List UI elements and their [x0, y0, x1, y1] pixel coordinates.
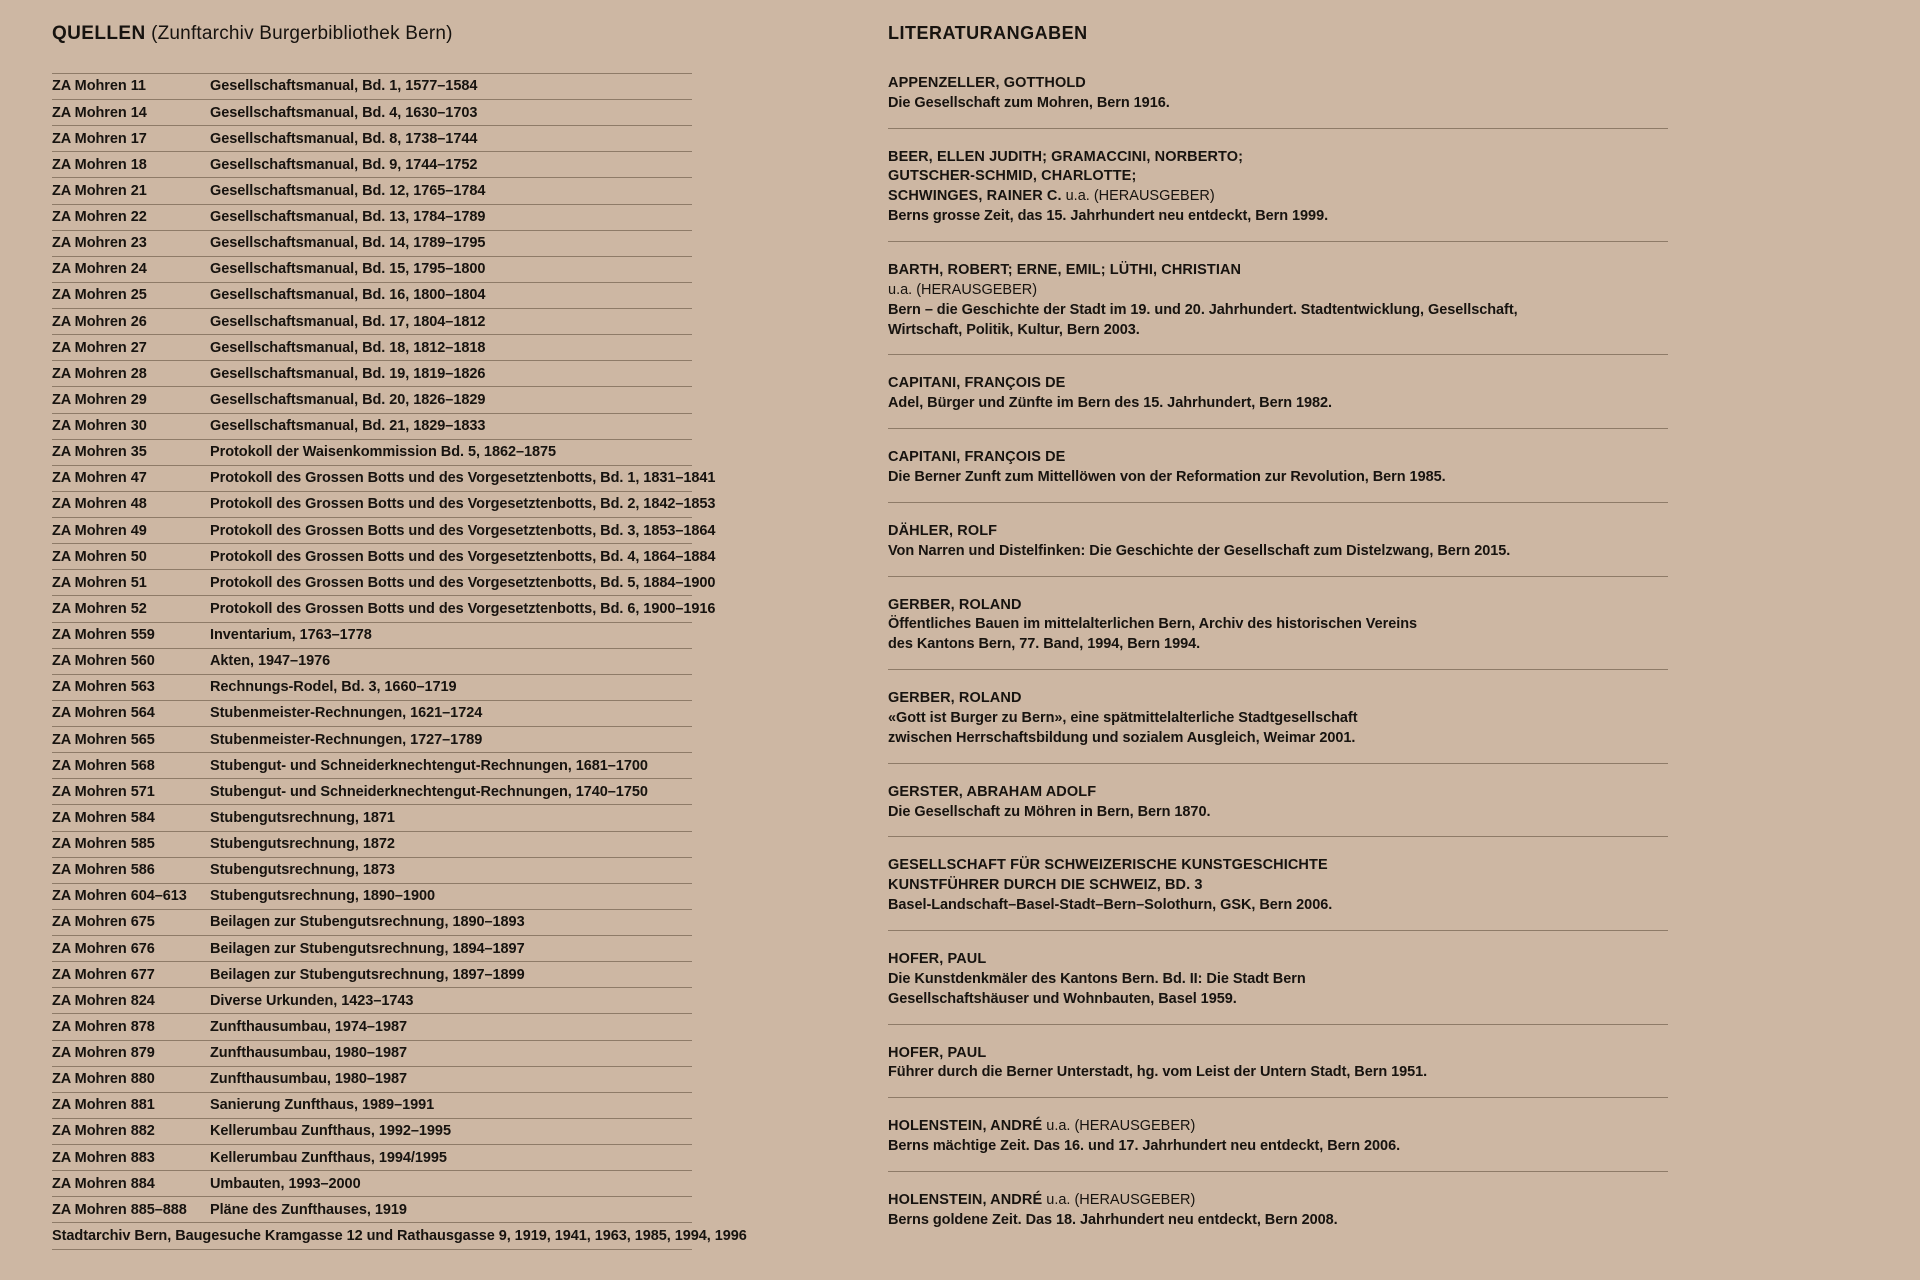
quellen-signature: ZA Mohren 883 — [52, 1145, 210, 1171]
author-name: HOLENSTEIN, ANDRÉ — [888, 1192, 1043, 1209]
table-row — [52, 1197, 692, 1223]
table-row — [52, 1171, 692, 1197]
quellen-signature: ZA Mohren 884 — [52, 1171, 210, 1197]
author-name: HOLENSTEIN, ANDRÉ — [888, 1118, 1043, 1135]
literature-title-line: Wirtschaft, Politik, Kultur, Bern 2003. — [888, 321, 1140, 338]
quellen-signature: ZA Mohren 22 — [52, 204, 210, 230]
quellen-signature: ZA Mohren 26 — [52, 309, 210, 335]
literatur-heading: LITERATURANGABEN — [888, 23, 1088, 43]
table-row — [52, 570, 692, 596]
table-row — [52, 1014, 692, 1040]
table-row — [52, 73, 692, 99]
literature-title-line: zwischen Herrschaftsbildung und sozialem Ausgleich, Weimar 2001. — [888, 729, 1356, 746]
quellen-signature: ZA Mohren 14 — [52, 100, 210, 126]
literature-author-line — [888, 374, 1668, 394]
quellen-signature: ZA Mohren 677 — [52, 962, 210, 988]
literature-entry — [888, 1117, 1668, 1172]
quellen-description: Gesellschaftsmanual, Bd. 18, 1812–1818 — [210, 335, 692, 361]
literature-author-line — [888, 856, 1668, 876]
quellen-heading-light: (Zunftarchiv Burgerbibliothek Bern) — [145, 23, 453, 44]
quellen-signature: ZA Mohren 24 — [52, 256, 210, 282]
quellen-signature: ZA Mohren 880 — [52, 1066, 210, 1092]
table-row — [52, 1066, 692, 1092]
quellen-description: Gesellschaftsmanual, Bd. 13, 1784–1789 — [210, 204, 692, 230]
quellen-signature: ZA Mohren 881 — [52, 1092, 210, 1118]
literature-entry — [888, 1191, 1668, 1245]
quellen-description: Stubengutsrechnung, 1890–1900 — [210, 883, 692, 909]
table-row — [52, 544, 692, 570]
literature-title-line: Gesellschaftshäuser und Wohnbauten, Basel 1959. — [888, 990, 1237, 1007]
quellen-column — [52, 23, 747, 1280]
quellen-description: Gesellschaftsmanual, Bd. 19, 1819–1826 — [210, 361, 692, 387]
quellen-description: Kellerumbau Zunfthaus, 1994/1995 — [210, 1145, 692, 1171]
author-name: CAPITANI, FRANÇOIS DE — [888, 375, 1066, 392]
table-row — [52, 700, 692, 726]
table-row — [52, 465, 692, 491]
table-row — [52, 779, 692, 805]
literature-title-line: Berns grosse Zeit, das 15. Jahrhundert neu entdeckt, Bern 1999. — [888, 208, 1329, 225]
quellen-signature: ZA Mohren 30 — [52, 413, 210, 439]
table-row — [52, 883, 692, 909]
table-row — [52, 936, 692, 962]
literature-author-line — [888, 950, 1668, 970]
literature-entry — [888, 74, 1668, 129]
quellen-signature: ZA Mohren 879 — [52, 1040, 210, 1066]
table-row — [52, 1223, 692, 1249]
author-name: GERBER, ROLAND — [888, 596, 1022, 613]
quellen-heading — [52, 24, 700, 45]
quellen-description: Protokoll der Waisenkommission Bd. 5, 1862–1875 — [210, 439, 692, 465]
literature-title-line: Die Gesellschaft zum Mohren, Bern 1916. — [888, 94, 1170, 111]
quellen-signature: ZA Mohren 564 — [52, 700, 210, 726]
literature-author-line — [888, 596, 1668, 616]
quellen-description: Rechnungs-Rodel, Bd. 3, 1660–1719 — [210, 674, 692, 700]
literature-author-line — [888, 448, 1668, 468]
quellen-signature: ZA Mohren 27 — [52, 335, 210, 361]
author-qualifier: u.a. (HERAUSGEBER) — [1042, 1118, 1196, 1135]
quellen-description: Umbauten, 1993–2000 — [210, 1171, 692, 1197]
table-row — [52, 648, 692, 674]
author-name: GERBER, ROLAND — [888, 690, 1022, 707]
literature-title-line: Von Narren und Distelfinken: Die Geschichte der Gesellschaft zum Distelzwang, Bern 2015. — [888, 542, 1511, 559]
literature-author-line — [888, 876, 1668, 896]
literature-author-line — [888, 148, 1668, 168]
table-row — [52, 962, 692, 988]
quellen-description: Protokoll des Grossen Botts und des Vorgesetztenbotts, Bd. 1, 1831–1841 — [210, 465, 692, 491]
table-row — [52, 831, 692, 857]
quellen-signature: ZA Mohren 49 — [52, 518, 210, 544]
quellen-signature: ZA Mohren 52 — [52, 596, 210, 622]
table-row — [52, 439, 692, 465]
quellen-description: Gesellschaftsmanual, Bd. 12, 1765–1784 — [210, 178, 692, 204]
table-row — [52, 753, 692, 779]
quellen-description: Inventarium, 1763–1778 — [210, 622, 692, 648]
table-row — [52, 413, 692, 439]
quellen-signature: ZA Mohren 560 — [52, 648, 210, 674]
table-row — [52, 1040, 692, 1066]
quellen-description: Stubengutsrechnung, 1873 — [210, 857, 692, 883]
table-row — [52, 909, 692, 935]
quellen-signature: ZA Mohren 568 — [52, 753, 210, 779]
author-name: KUNSTFÜHRER DURCH DIE SCHWEIZ, BD. 3 — [888, 877, 1203, 894]
literature-author-line — [888, 261, 1668, 281]
literature-author-line — [888, 783, 1668, 803]
quellen-description: Gesellschaftsmanual, Bd. 17, 1804–1812 — [210, 309, 692, 335]
literature-author-line — [888, 1044, 1668, 1064]
literature-title-line: Die Berner Zunft zum Mittellöwen von der Reformation zur Revolution, Bern 1985. — [888, 468, 1446, 485]
author-qualifier: u.a. (HERAUSGEBER) — [1061, 188, 1215, 205]
quellen-signature: ZA Mohren 18 — [52, 152, 210, 178]
table-row — [52, 309, 692, 335]
quellen-signature: ZA Mohren 11 — [52, 73, 210, 99]
table-row — [52, 230, 692, 256]
quellen-description: Gesellschaftsmanual, Bd. 15, 1795–1800 — [210, 256, 692, 282]
quellen-signature: ZA Mohren 824 — [52, 988, 210, 1014]
table-row — [52, 727, 692, 753]
quellen-description: Protokoll des Grossen Botts und des Vorgesetztenbotts, Bd. 5, 1884–1900 — [210, 570, 692, 596]
quellen-signature: ZA Mohren 676 — [52, 936, 210, 962]
author-qualifier: u.a. (HERAUSGEBER) — [1042, 1192, 1196, 1209]
quellen-description: Sanierung Zunfthaus, 1989–1991 — [210, 1092, 692, 1118]
author-name: SCHWINGES, RAINER C. — [888, 188, 1062, 205]
literature-author-line — [888, 522, 1668, 542]
literatur-column — [888, 24, 1668, 1280]
table-row — [52, 1145, 692, 1171]
table-row — [52, 674, 692, 700]
author-name: GERSTER, ABRAHAM ADOLF — [888, 783, 1097, 800]
author-name: CAPITANI, FRANÇOIS DE — [888, 449, 1066, 466]
literature-author-line — [888, 167, 1668, 187]
quellen-description: Diverse Urkunden, 1423–1743 — [210, 988, 692, 1014]
quellen-description: Stubenmeister-Rechnungen, 1727–1789 — [210, 727, 692, 753]
literature-author-line — [888, 689, 1668, 709]
table-row — [52, 622, 692, 648]
quellen-description: Pläne des Zunfthauses, 1919 — [210, 1197, 692, 1223]
table-row — [52, 596, 692, 622]
quellen-description: Gesellschaftsmanual, Bd. 9, 1744–1752 — [210, 152, 692, 178]
quellen-description: Gesellschaftsmanual, Bd. 14, 1789–1795 — [210, 230, 692, 256]
quellen-signature: ZA Mohren 25 — [52, 282, 210, 308]
literature-title-line: Die Kunstdenkmäler des Kantons Bern. Bd. II: Die Stadt Bern — [888, 970, 1306, 987]
literature-author-line — [888, 187, 1668, 207]
author-name: BEER, ELLEN JUDITH; GRAMACCINI, NORBERTO; — [888, 148, 1244, 165]
table-row — [52, 805, 692, 831]
quellen-description: Stubengutsrechnung, 1871 — [210, 805, 692, 831]
table-row — [52, 988, 692, 1014]
author-name: APPENZELLER, GOTTHOLD — [888, 74, 1086, 91]
table-row — [52, 282, 692, 308]
literature-entry — [888, 1044, 1668, 1099]
literature-title-line: Bern – die Geschichte der Stadt im 19. und 20. Jahrhundert. Stadtentwicklung, Gesellschaft, — [888, 301, 1518, 318]
quellen-signature: ZA Mohren 571 — [52, 779, 210, 805]
quellen-signature: ZA Mohren 675 — [52, 909, 210, 935]
table-row — [52, 387, 692, 413]
table-row — [52, 518, 692, 544]
table-row — [52, 857, 692, 883]
literature-title-line: «Gott ist Burger zu Bern», eine spätmittelalterliche Stadtgesellschaft — [888, 709, 1358, 726]
quellen-signature: ZA Mohren 21 — [52, 178, 210, 204]
quellen-signature: ZA Mohren 565 — [52, 727, 210, 753]
literature-title-line: des Kantons Bern, 77. Band, 1994, Bern 1994. — [888, 636, 1201, 653]
author-name: GUTSCHER-SCHMID, CHARLOTTE; — [888, 168, 1137, 185]
quellen-description: Gesellschaftsmanual, Bd. 4, 1630–1703 — [210, 100, 692, 126]
literature-author-line — [888, 1191, 1668, 1211]
literature-entry — [888, 689, 1668, 764]
literature-entry — [888, 522, 1668, 577]
quellen-signature: ZA Mohren 17 — [52, 126, 210, 152]
quellen-signature: ZA Mohren 885–888 — [52, 1197, 210, 1223]
literature-title-line: Basel-Landschaft–Basel-Stadt–Bern–Solothurn, GSK, Bern 2006. — [888, 897, 1333, 914]
quellen-description: Gesellschaftsmanual, Bd. 20, 1826–1829 — [210, 387, 692, 413]
table-row — [52, 335, 692, 361]
quellen-description: Protokoll des Grossen Botts und des Vorgesetztenbotts, Bd. 3, 1853–1864 — [210, 518, 692, 544]
literature-entry — [888, 148, 1668, 242]
quellen-description: Gesellschaftsmanual, Bd. 1, 1577–1584 — [210, 73, 692, 99]
quellen-description: Stubengut- und Schneiderknechtengut-Rechnungen, 1681–1700 — [210, 753, 692, 779]
quellen-signature: ZA Mohren 47 — [52, 465, 210, 491]
quellen-signature: ZA Mohren 28 — [52, 361, 210, 387]
literatur-list — [888, 74, 1668, 1245]
literature-title-line: Die Gesellschaft zu Möhren in Bern, Bern 1870. — [888, 803, 1211, 820]
quellen-signature: ZA Mohren 563 — [52, 674, 210, 700]
literature-title-line: Adel, Bürger und Zünfte im Bern des 15. Jahrhundert, Bern 1982. — [888, 395, 1333, 412]
author-name: HOFER, PAUL — [888, 1044, 987, 1061]
table-row — [52, 256, 692, 282]
literature-author-line — [888, 1117, 1668, 1137]
quellen-description: Gesellschaftsmanual, Bd. 21, 1829–1833 — [210, 413, 692, 439]
quellen-description: Zunfthausumbau, 1974–1987 — [210, 1014, 692, 1040]
quellen-description: Stubengutsrechnung, 1872 — [210, 831, 692, 857]
author-name: GESELLSCHAFT FÜR SCHWEIZERISCHE KUNSTGESCHICHTE — [888, 857, 1328, 874]
table-row — [52, 1118, 692, 1144]
quellen-footer-row: Stadtarchiv Bern, Baugesuche Kramgasse 12 und Rathausgasse 9, 1919, 1941, 1963, 1985, 1994, 1996 — [52, 1223, 692, 1249]
quellen-signature: ZA Mohren 559 — [52, 622, 210, 648]
quellen-signature: ZA Mohren 51 — [52, 570, 210, 596]
quellen-description: Gesellschaftsmanual, Bd. 16, 1800–1804 — [210, 282, 692, 308]
literature-entry — [888, 596, 1668, 671]
table-row — [52, 1092, 692, 1118]
table-row — [52, 126, 692, 152]
literature-title-line: Führer durch die Berner Unterstadt, hg. vom Leist der Untern Stadt, Bern 1951. — [888, 1064, 1428, 1081]
literature-author-line — [888, 281, 1668, 301]
literature-entry — [888, 856, 1668, 931]
quellen-description: Akten, 1947–1976 — [210, 648, 692, 674]
quellen-signature: ZA Mohren 48 — [52, 491, 210, 517]
quellen-description: Protokoll des Grossen Botts und des Vorgesetztenbotts, Bd. 4, 1864–1884 — [210, 544, 692, 570]
quellen-description: Protokoll des Grossen Botts und des Vorgesetztenbotts, Bd. 6, 1900–1916 — [210, 596, 692, 622]
quellen-description: Beilagen zur Stubengutsrechnung, 1890–1893 — [210, 909, 692, 935]
literature-title-line: Berns goldene Zeit. Das 18. Jahrhundert neu entdeckt, Bern 2008. — [888, 1211, 1338, 1228]
table-row — [52, 361, 692, 387]
literature-title-line: Berns mächtige Zeit. Das 16. und 17. Jahrhundert neu entdeckt, Bern 2006. — [888, 1138, 1401, 1155]
quellen-description: Stubengut- und Schneiderknechtengut-Rechnungen, 1740–1750 — [210, 779, 692, 805]
literature-author-line — [888, 74, 1668, 94]
quellen-signature: ZA Mohren 882 — [52, 1118, 210, 1144]
table-row — [52, 178, 692, 204]
quellen-description: Stubenmeister-Rechnungen, 1621–1724 — [210, 700, 692, 726]
quellen-description: Zunfthausumbau, 1980–1987 — [210, 1066, 692, 1092]
quellen-signature: ZA Mohren 586 — [52, 857, 210, 883]
table-row — [52, 100, 692, 126]
quellen-signature: ZA Mohren 23 — [52, 230, 210, 256]
author-qualifier: u.a. (HERAUSGEBER) — [888, 281, 1038, 298]
quellen-signature: ZA Mohren 584 — [52, 805, 210, 831]
author-name: HOFER, PAUL — [888, 951, 987, 967]
quellen-description: Zunfthausumbau, 1980–1987 — [210, 1040, 692, 1066]
literature-title-line: Öffentliches Bauen im mittelalterlichen Bern, Archiv des historischen Vereins — [888, 616, 1418, 633]
quellen-description: Beilagen zur Stubengutsrechnung, 1894–1897 — [210, 936, 692, 962]
quellen-signature: ZA Mohren 50 — [52, 544, 210, 570]
literature-entry — [888, 950, 1668, 1025]
author-name: BARTH, ROBERT; ERNE, EMIL; LÜTHI, CHRISTIAN — [888, 261, 1242, 278]
quellen-signature: ZA Mohren 35 — [52, 439, 210, 465]
quellen-signature: ZA Mohren 29 — [52, 387, 210, 413]
table-row — [52, 491, 692, 517]
table-row — [52, 204, 692, 230]
author-name: DÄHLER, ROLF — [888, 522, 998, 539]
quellen-description: Protokoll des Grossen Botts und des Vorgesetztenbotts, Bd. 2, 1842–1853 — [210, 491, 692, 517]
literature-entry — [888, 448, 1668, 503]
quellen-signature: ZA Mohren 878 — [52, 1014, 210, 1040]
quellen-description: Gesellschaftsmanual, Bd. 8, 1738–1744 — [210, 126, 692, 152]
literature-entry — [888, 783, 1668, 838]
quellen-table — [52, 73, 747, 1250]
quellen-description: Kellerumbau Zunfthaus, 1992–1995 — [210, 1118, 692, 1144]
quellen-signature: ZA Mohren 585 — [52, 831, 210, 857]
table-row — [52, 152, 692, 178]
quellen-signature: ZA Mohren 604–613 — [52, 883, 210, 909]
quellen-description: Beilagen zur Stubengutsrechnung, 1897–1899 — [210, 962, 692, 988]
literature-entry — [888, 261, 1668, 355]
literature-entry — [888, 374, 1668, 429]
quellen-heading-strong: QUELLEN — [52, 23, 146, 44]
